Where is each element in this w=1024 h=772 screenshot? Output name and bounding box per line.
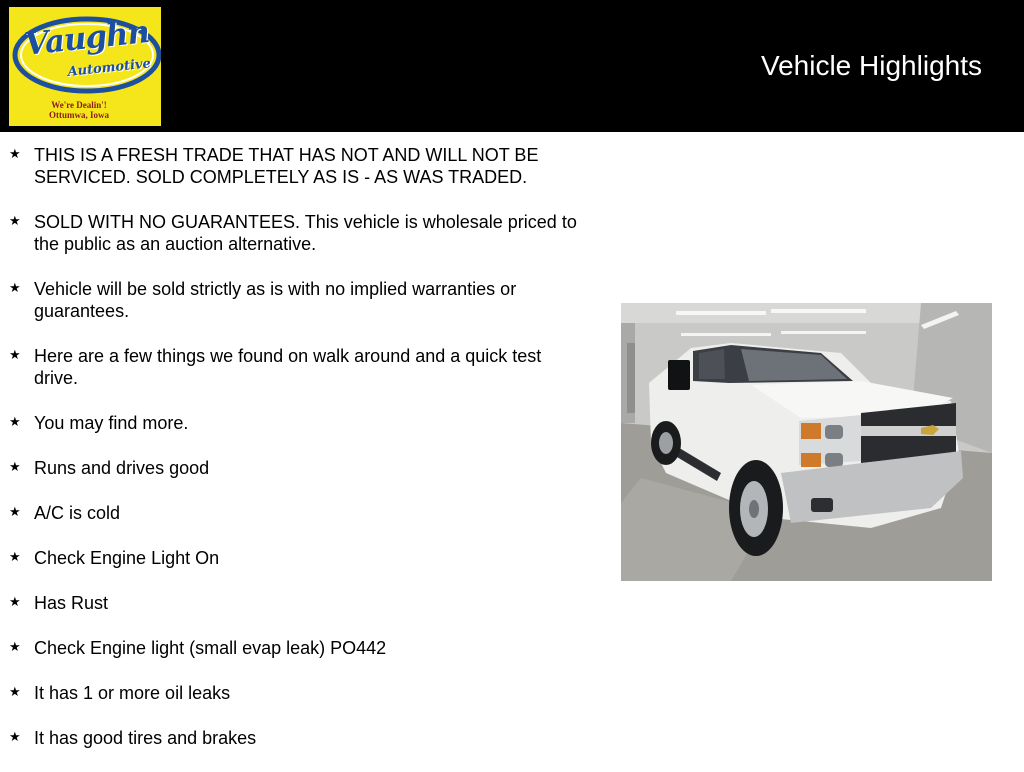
highlight-item xyxy=(9,682,579,704)
highlight-item xyxy=(9,727,579,749)
star-icon: ★ xyxy=(9,280,21,295)
star-icon: ★ xyxy=(9,213,21,228)
highlight-item xyxy=(9,637,579,659)
highlight-text: Here are a few things we found on walk around and a quick test drive. xyxy=(34,346,542,388)
highlight-text: It has good tires and brakes xyxy=(34,728,257,748)
highlight-text: Has Rust xyxy=(34,593,109,613)
star-icon: ★ xyxy=(9,504,21,519)
highlight-item xyxy=(9,144,579,188)
highlight-item xyxy=(9,345,579,389)
logo-tagline-1: We're Dealin'! xyxy=(51,100,107,110)
dealer-logo[interactable] xyxy=(9,7,161,126)
header-bar xyxy=(0,0,1024,132)
highlight-text: You may find more. xyxy=(34,413,189,433)
highlight-text: It has 1 or more oil leaks xyxy=(34,683,231,703)
highlight-text: Vehicle will be sold strictly as is with no implied warranties or guarantees. xyxy=(34,279,517,321)
highlight-text: SOLD WITH NO GUARANTEES. This vehicle is wholesale priced to the public as an auction alternative. xyxy=(34,212,577,254)
highlight-item xyxy=(9,457,579,479)
highlight-text: THIS IS A FRESH TRADE THAT HAS NOT AND WILL NOT BE SERVICED. SOLD COMPLETELY AS IS - AS WAS TRADED. xyxy=(34,145,539,187)
highlight-item xyxy=(9,211,579,255)
star-icon: ★ xyxy=(9,459,21,474)
star-icon: ★ xyxy=(9,347,21,362)
star-icon: ★ xyxy=(9,146,21,161)
star-icon: ★ xyxy=(9,684,21,699)
logo-tagline-2: Ottumwa, Iowa xyxy=(49,110,109,120)
star-icon: ★ xyxy=(9,549,21,564)
star-icon: ★ xyxy=(9,639,21,654)
highlights-list xyxy=(9,144,579,772)
highlight-text: Runs and drives good xyxy=(34,458,210,478)
star-icon: ★ xyxy=(9,594,21,609)
truck-image-icon xyxy=(621,303,992,581)
highlight-text: Check Engine Light On xyxy=(34,548,220,568)
highlight-text: Check Engine light (small evap leak) PO442 xyxy=(34,638,387,658)
logo-tagline xyxy=(9,100,149,120)
vehicle-photo[interactable] xyxy=(621,303,992,581)
highlight-item xyxy=(9,592,579,614)
logo-name: Vaughn xyxy=(23,13,151,63)
page-title: Vehicle Highlights xyxy=(760,50,982,81)
logo-sub: Automotive xyxy=(67,56,152,80)
star-icon: ★ xyxy=(9,414,21,429)
highlight-text: A/C is cold xyxy=(34,503,121,523)
highlight-item xyxy=(9,412,579,434)
star-icon: ★ xyxy=(9,729,21,744)
highlight-item xyxy=(9,502,579,524)
highlight-item xyxy=(9,278,579,322)
highlight-item xyxy=(9,547,579,569)
